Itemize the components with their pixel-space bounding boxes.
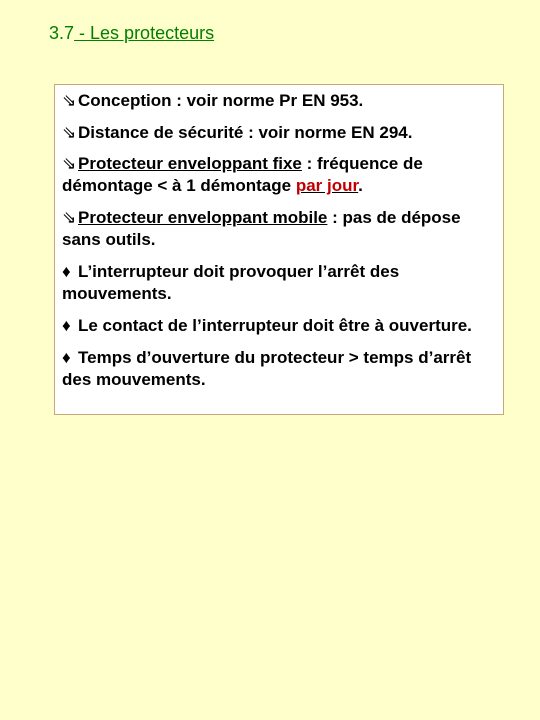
diamond-bullet-icon: ♦ — [62, 262, 71, 281]
list-item — [62, 90, 498, 112]
diamond-bullet-icon: ♦ — [62, 348, 71, 367]
item-underlined-text: Protecteur enveloppant mobile — [78, 208, 328, 227]
title-separator: - — [74, 23, 91, 43]
arrow-bullet-icon: ⇘ — [62, 91, 77, 110]
item-text: : pas de dépose sans outils. — [62, 208, 461, 249]
slide-title — [49, 23, 214, 44]
list-item — [62, 207, 498, 251]
item-end: . — [358, 176, 363, 195]
title-text-group — [74, 23, 214, 43]
content-box — [54, 84, 504, 415]
item-underlined-text: Protecteur enveloppant fixe — [78, 154, 302, 173]
item-text: Conception : voir norme Pr EN 953. — [78, 91, 364, 110]
item-text: Le contact de l’interrupteur doit être à ouverture. — [78, 316, 472, 335]
list-item — [62, 122, 498, 144]
item-text: : fréquence de démontage < à 1 démontage — [62, 154, 423, 195]
title-text: Les protecteurs — [90, 23, 215, 43]
diamond-bullet-icon: ♦ — [62, 316, 71, 335]
arrow-bullet-icon: ⇘ — [62, 154, 77, 173]
arrow-bullet-icon: ⇘ — [62, 208, 77, 227]
list-item — [62, 153, 498, 197]
item-text: L’interrupteur doit provoquer l’arrêt des mouvements. — [62, 262, 400, 303]
item-text: Distance de sécurité : voir norme EN 294. — [78, 123, 413, 142]
list-item — [62, 347, 498, 391]
item-text: Temps d’ouverture du protecteur > temps d’arrêt des mouvements. — [62, 348, 472, 389]
arrow-bullet-icon: ⇘ — [62, 123, 77, 142]
list-item — [62, 315, 498, 337]
list-item — [62, 261, 498, 305]
item-highlight-text: par jour — [295, 176, 359, 195]
title-number: 3.7 — [49, 23, 75, 43]
